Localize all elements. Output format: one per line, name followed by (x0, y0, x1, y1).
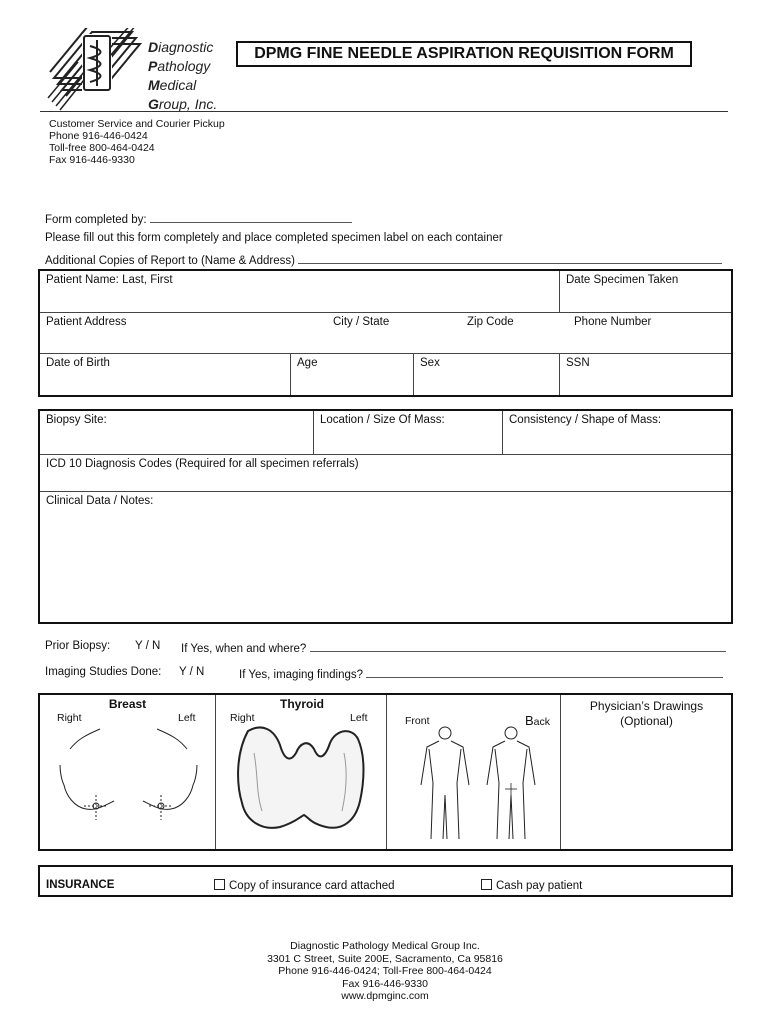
patient-address-field[interactable]: Patient Address City / State Zip Code Phone Number (40, 312, 731, 354)
imaging-findings-field[interactable] (366, 666, 723, 678)
prior-biopsy-where-row (181, 640, 726, 655)
contact-info: Customer Service and Courier Pickup Phone 916-446-0424 Toll-free 800-464-0424 Fax 916-446-9330 (49, 118, 225, 166)
prior-biopsy-where-label: If Yes, when and where? (181, 643, 307, 655)
icd-codes-field[interactable]: ICD 10 Diagnosis Codes (Required for all specimen referrals) (40, 454, 731, 492)
imaging-findings-row (239, 666, 723, 681)
thyroid-title: Thyroid (280, 697, 324, 711)
body-back-label: Back (525, 713, 551, 728)
instruction-text: Please fill out this form completely and place completed specimen label on each container (45, 232, 503, 244)
phone-number-label: Phone Number (574, 316, 652, 328)
location-size-field[interactable]: Location / Size Of Mass: (313, 411, 503, 455)
thyroid-diagram[interactable] (215, 695, 387, 849)
imaging-studies-label: Imaging Studies Done: (45, 666, 162, 678)
body-front-label: Front (405, 715, 430, 727)
footer-address: Diagnostic Pathology Medical Group Inc. 3301 C Street, Suite 200E, Sacramento, Ca 95816 Phone 916-446-0424; Toll-Free 800-464-0424 Fax 916-446-9330 www.dpmginc.com (267, 940, 503, 1002)
biopsy-site-field[interactable]: Biopsy Site: (46, 414, 107, 426)
prior-biopsy-where-field[interactable] (310, 640, 726, 652)
checkbox-icon (481, 879, 492, 890)
additional-copies-label: Additional Copies of Report to (Name & Address) (45, 255, 295, 267)
checkbox-icon (214, 879, 225, 890)
clinical-notes-field[interactable]: Clinical Data / Notes: (40, 491, 731, 622)
insurance-box (38, 865, 733, 897)
breast-title: Breast (108, 697, 147, 711)
biopsy-info-box (38, 409, 733, 624)
ssn-field[interactable]: SSN (559, 353, 731, 395)
additional-copies-row (45, 252, 722, 267)
thyroid-left-label: Left (350, 712, 368, 724)
date-specimen-taken-field[interactable]: Date Specimen Taken (559, 271, 731, 313)
breast-left-label: Left (178, 712, 196, 724)
thyroid-right-label: Right (230, 712, 255, 724)
prior-biopsy-yn[interactable]: Y / N (135, 640, 161, 652)
insurance-label: INSURANCE (46, 879, 115, 891)
form-completed-by-field[interactable] (150, 211, 352, 223)
imaging-findings-label: If Yes, imaging findings? (239, 669, 364, 681)
body-diagram[interactable] (386, 695, 561, 849)
insurance-card-checkbox[interactable]: Copy of insurance card attached (214, 879, 395, 892)
cash-pay-checkbox[interactable]: Cash pay patient (481, 879, 582, 892)
imaging-studies-yn[interactable]: Y / N (179, 666, 205, 678)
additional-copies-field[interactable] (298, 252, 722, 264)
zip-code-label: Zip Code (467, 316, 514, 328)
city-state-label: City / State (333, 316, 390, 328)
dpmg-logo-icon (44, 28, 144, 112)
header-divider (40, 111, 728, 112)
prior-biopsy-label: Prior Biopsy: (45, 640, 111, 652)
age-field[interactable]: Age (290, 353, 414, 395)
breast-right-label: Right (57, 712, 82, 724)
patient-info-box (38, 269, 733, 397)
thyroid-outline-icon (234, 723, 374, 837)
form-title: DPMG FINE NEEDLE ASPIRATION REQUISITION FORM (236, 41, 692, 67)
company-name: Diagnostic Pathology Medical Group, Inc. (148, 39, 218, 112)
breast-diagram[interactable] (40, 695, 215, 849)
body-outline-icon (415, 725, 545, 845)
patient-name-field[interactable]: Patient Name: Last, First (46, 274, 173, 286)
form-completed-by-label: Form completed by: (45, 214, 147, 226)
consistency-shape-field[interactable]: Consistency / Shape of Mass: (502, 411, 731, 455)
form-completed-by-row (45, 211, 352, 226)
sex-field[interactable]: Sex (413, 353, 560, 395)
breast-outline-icon (56, 725, 201, 845)
date-of-birth-field[interactable]: Date of Birth (40, 353, 291, 395)
physician-drawings-area[interactable] (560, 695, 731, 849)
physician-drawings-title: Physician’s Drawings (Optional) (589, 699, 704, 728)
drawings-box (38, 693, 733, 851)
